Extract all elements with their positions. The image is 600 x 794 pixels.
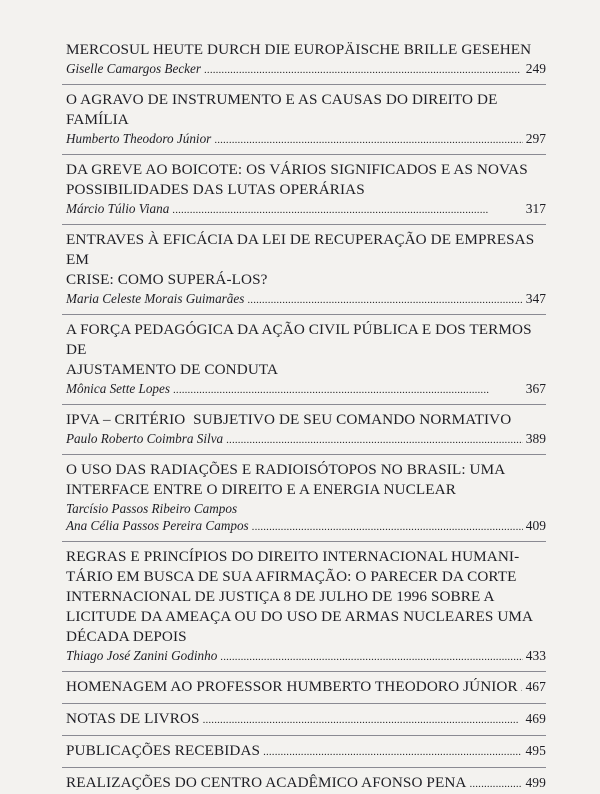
section-page-number: 499 [525,775,546,790]
dot-leader [204,62,523,79]
toc-entry [66,160,546,219]
section-title: NOTAS DE LIVROS [66,710,200,727]
toc-section [66,773,546,794]
entry-page-number: 249 [525,61,546,76]
toc-entry [66,230,546,309]
entry-author-line [66,430,546,449]
dot-leader [252,519,523,536]
toc-entry [66,410,546,449]
entry-title-line: DÉCADA DEPOIS [66,628,187,645]
dot-leader [214,132,522,149]
entry-page-number: 317 [525,201,546,216]
entry-title-line: POSSIBILIDADES DAS LUTAS OPERÁRIAS [66,181,365,198]
entry-author-line [66,60,546,79]
entry-title-line: O USO DAS RADIAÇÕES E RADIOISÓTOPOS NO BRASIL: UMA [66,461,506,478]
section-page-number: 495 [525,743,546,758]
entry-title-line: TÁRIO EM BUSCA DE SUA AFIRMAÇÃO: O PARECER DA CORTE [66,568,517,585]
divider [62,84,546,85]
divider [62,703,546,704]
dot-leader [203,710,523,730]
dot-leader [521,678,523,698]
toc-entry [66,90,546,149]
toc-section [66,741,546,762]
entry-author-line [66,130,546,149]
entry-title-line: A FORÇA PEDAGÓGICA DA AÇÃO CIVIL PÚBLICA E DOS TERMOS DE [66,321,532,358]
dot-leader [469,774,522,794]
entry-title [66,40,546,60]
entry-title-line: REGRAS E PRINCÍPIOS DO DIREITO INTERNACIONAL HUMANI- [66,548,520,565]
dot-leader [226,432,523,449]
entry-author: Thiago José Zanini Godinho [66,648,218,663]
entry-author-line [66,517,546,536]
section-page-number: 467 [525,679,546,694]
entry-author: Mônica Sette Lopes [66,381,171,396]
entry-title [66,90,546,130]
entry-title-line: AJUSTAMENTO DE CONDUTA [66,361,279,378]
entry-title-line: INTERNACIONAL DE JUSTIÇA 8 DE JULHO DE 1996 SOBRE A [66,588,495,605]
entry-author: Márcio Túlio Viana [66,201,170,216]
entry-page-number: 433 [525,648,546,663]
entry-title [66,320,546,380]
entry-title-line: ENTRAVES À EFICÁCIA DA LEI DE RECUPERAÇÃO DE EMPRESAS EM [66,231,535,268]
entry-title [66,230,546,290]
divider [62,735,546,736]
divider [62,767,546,768]
divider [62,314,546,315]
entry-author-line [66,647,546,666]
divider [62,154,546,155]
entry-title-line: CRISE: COMO SUPERÁ-LOS? [66,271,268,288]
toc-entry [66,320,546,399]
entry-title-line: INTERFACE ENTRE O DIREITO E A ENERGIA NUCLEAR [66,481,456,498]
entry-author-line [66,290,546,309]
entry-author: Giselle Camargos Becker [66,61,202,76]
toc-entry [66,460,546,536]
entry-author-line [66,200,546,219]
entry-page-number: 367 [525,381,546,396]
entry-title [66,410,546,430]
entry-title [66,160,546,200]
entry-author: Paulo Roberto Coimbra Silva [66,431,224,446]
dot-leader [173,382,523,399]
entry-author: Tarcísio Passos Ribeiro Campos [66,501,238,516]
entry-author: Ana Célia Passos Pereira Campos [66,518,249,533]
entry-author-line [66,380,546,399]
section-title: HOMENAGEM AO PROFESSOR HUMBERTO THEODORO JÚNIOR [66,678,518,695]
entry-title-line: LICITUDE DA AMEAÇA OU DO USO DE ARMAS NUCLEARES UMA [66,608,534,625]
entry-author: Humberto Theodoro Júnior [66,131,212,146]
entry-title-line: DA GREVE AO BOICOTE: OS VÁRIOS SIGNIFICADOS E AS NOVAS [66,161,528,178]
dot-leader [220,649,522,666]
entry-title [66,547,546,647]
entry-title-line: MERCOSUL HEUTE DURCH DIE EUROPÄISCHE BRILLE GESEHEN [66,41,532,58]
entry-author: Maria Celeste Morais Guimarães [66,291,245,306]
divider [62,404,546,405]
divider [62,541,546,542]
dot-leader [172,202,522,219]
entry-title-line: O AGRAVO DE INSTRUMENTO E AS CAUSAS DO DIREITO DE FAMÍLIA [66,91,498,128]
entry-title-line: IPVA – CRITÉRIO SUBJETIVO DE SEU COMANDO NORMATIVO [66,411,512,428]
entry-title [66,460,546,500]
section-title: PUBLICAÇÕES RECEBIDAS [66,742,261,759]
toc-entry [66,40,546,79]
entry-page-number: 347 [525,291,546,306]
entry-page-number: 389 [525,431,546,446]
divider [62,454,546,455]
divider [62,671,546,672]
toc-section [66,677,546,698]
table-of-contents [66,40,546,794]
dot-leader [263,742,522,762]
section-title: REALIZAÇÕES DO CENTRO ACADÊMICO AFONSO PENA [66,774,467,791]
divider [62,224,546,225]
dot-leader [247,292,522,309]
section-page-number: 469 [525,711,546,726]
entry-page-number: 409 [525,518,546,533]
toc-section [66,709,546,730]
entry-page-number: 297 [525,131,546,146]
toc-entry [66,547,546,666]
